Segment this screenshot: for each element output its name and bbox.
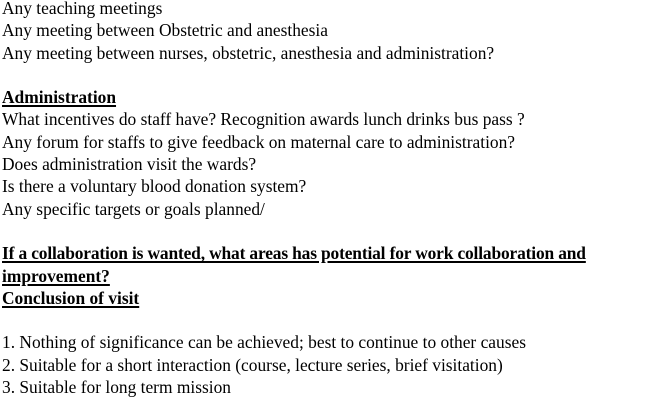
teaching-line-2: Any meeting between Obstetric and anesthesia: [2, 20, 328, 41]
administration-line-3: Does administration visit the wards?: [2, 154, 257, 175]
teaching-line-1: Any teaching meetings: [2, 0, 163, 18]
conclusion-option-1: 1. Nothing of significance can be achieved; best to continue to other causes: [2, 332, 526, 353]
collaboration-heading-line-1: If a collaboration is wanted, what areas has potential for work collaboration and: [2, 243, 586, 264]
conclusion-option-3: 3. Suitable for long term mission: [2, 377, 231, 398]
section-spacer: [2, 64, 671, 86]
section-spacer: [2, 220, 671, 242]
section-spacer: [2, 309, 671, 331]
administration-heading: Administration: [2, 87, 117, 108]
administration-line-1: What incentives do staff have? Recognition awards lunch drinks bus pass ?: [2, 109, 525, 130]
administration-line-4: Is there a voluntary blood donation system?: [2, 176, 307, 197]
administration-line-2: Any forum for staffs to give feedback on maternal care to administration?: [2, 131, 516, 152]
conclusion-option-2: 2. Suitable for a short interaction (course, lecture series, brief visitation): [2, 354, 503, 375]
conclusion-heading: Conclusion of visit: [2, 287, 140, 308]
collaboration-heading-line-2: improvement?: [2, 265, 110, 286]
administration-line-5: Any specific targets or goals planned/: [2, 198, 265, 219]
document-body: [2, 0, 671, 398]
teaching-line-3: Any meeting between nurses, obstetric, anesthesia and administration?: [2, 42, 495, 63]
